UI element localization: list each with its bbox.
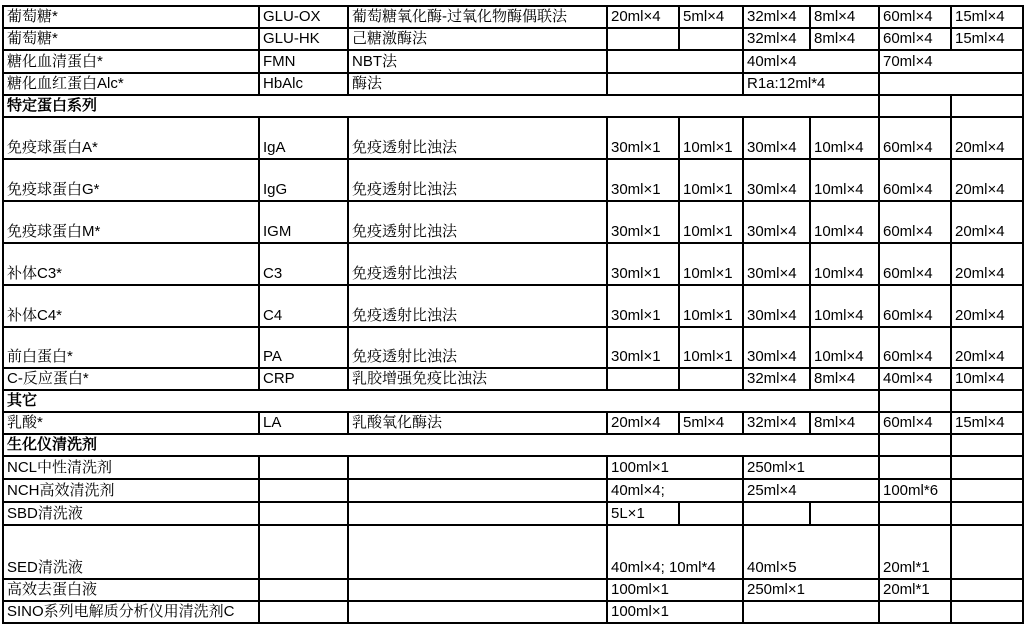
table-cell [951, 579, 1023, 601]
table-cell: 30ml×4 [743, 285, 810, 327]
table-cell: 15ml×4 [951, 6, 1023, 28]
table-cell: SED清洗液 [3, 525, 259, 579]
table-row [3, 579, 1023, 601]
table-row [3, 50, 1023, 73]
table-cell: 32ml×4 [743, 368, 810, 390]
table-cell: 葡萄糖* [3, 6, 259, 28]
table-cell: 高效去蛋白液 [3, 579, 259, 601]
table-cell: 32ml×4 [743, 28, 810, 50]
table-cell: 10ml×1 [679, 243, 743, 285]
table-cell: 8ml×4 [810, 368, 879, 390]
table-cell: HbAlc [259, 73, 348, 95]
section-row [3, 390, 1023, 412]
table-cell: GLU-HK [259, 28, 348, 50]
reagent-table [2, 5, 1024, 624]
table-row [3, 368, 1023, 390]
table-cell: 免疫球蛋白A* [3, 117, 259, 159]
table-cell: 10ml×1 [679, 117, 743, 159]
table-cell [951, 456, 1023, 479]
table-cell: 30ml×4 [743, 243, 810, 285]
table-cell: 10ml×1 [679, 327, 743, 368]
table-cell [879, 390, 951, 412]
table-cell [743, 601, 879, 623]
table-row [3, 73, 1023, 95]
table-cell: 葡萄糖氧化酶-过氧化物酶偶联法 [348, 6, 607, 28]
table-cell: 60ml×4 [879, 159, 951, 201]
table-cell: 32ml×4 [743, 412, 810, 434]
table-cell: 20ml*1 [879, 525, 951, 579]
table-cell: SINO系列电解质分析仪用清洗剂C [3, 601, 259, 623]
table-row [3, 243, 1023, 285]
table-cell: 20ml×4 [951, 285, 1023, 327]
table-cell [810, 502, 879, 525]
table-row [3, 201, 1023, 243]
table-cell: 32ml×4 [743, 6, 810, 28]
table-cell: 10ml×1 [679, 285, 743, 327]
table-cell: 30ml×1 [607, 327, 679, 368]
table-cell: 40ml×4; 10ml*4 [607, 525, 743, 579]
table-cell: 30ml×1 [607, 243, 679, 285]
table-cell: 60ml×4 [879, 327, 951, 368]
table-cell [743, 502, 810, 525]
table-cell [951, 601, 1023, 623]
table-cell: 250ml×1 [743, 456, 879, 479]
table-cell: IgG [259, 159, 348, 201]
table-cell: 40ml×5 [743, 525, 879, 579]
table-cell: 乳酸氧化酶法 [348, 412, 607, 434]
table-cell: 5ml×4 [679, 412, 743, 434]
table-cell: 250ml×1 [743, 579, 879, 601]
table-cell: R1a:12ml*4 [743, 73, 879, 95]
table-cell [607, 368, 679, 390]
table-cell: 免疫透射比浊法 [348, 327, 607, 368]
table-cell [259, 579, 348, 601]
table-cell: 70ml×4 [879, 50, 1023, 73]
table-cell [879, 502, 951, 525]
table-row [3, 28, 1023, 50]
table-row [3, 525, 1023, 579]
table-cell: 8ml×4 [810, 6, 879, 28]
table-cell: 15ml×4 [951, 412, 1023, 434]
table-cell: 8ml×4 [810, 412, 879, 434]
table-cell: 20ml×4 [951, 243, 1023, 285]
table-cell [348, 502, 607, 525]
table-cell [259, 456, 348, 479]
table-cell: 补体C3* [3, 243, 259, 285]
table-cell [879, 73, 1023, 95]
table-cell: 30ml×4 [743, 159, 810, 201]
table-cell [679, 368, 743, 390]
table-cell: 10ml×4 [810, 327, 879, 368]
section-row [3, 95, 1023, 117]
table-cell: 15ml×4 [951, 28, 1023, 50]
table-cell [879, 434, 951, 456]
table-cell: 10ml×4 [810, 117, 879, 159]
table-cell: 乳酸* [3, 412, 259, 434]
table-cell: 免疫球蛋白G* [3, 159, 259, 201]
table-cell: 60ml×4 [879, 201, 951, 243]
table-cell: GLU-OX [259, 6, 348, 28]
table-cell: 糖化血清蛋白* [3, 50, 259, 73]
table-cell: 葡萄糖* [3, 28, 259, 50]
section-row [3, 434, 1023, 456]
table-cell: 100ml*6 [879, 479, 951, 502]
table-cell [348, 579, 607, 601]
table-cell: 免疫透射比浊法 [348, 201, 607, 243]
section-header-cell: 特定蛋白系列 [3, 95, 879, 117]
table-cell [259, 502, 348, 525]
table-cell: LA [259, 412, 348, 434]
table-cell: 乳胶增强免疫比浊法 [348, 368, 607, 390]
table-cell [879, 601, 951, 623]
table-row [3, 502, 1023, 525]
table-cell [879, 456, 951, 479]
table-cell: 20ml×4 [951, 327, 1023, 368]
table-cell: 20ml×4 [607, 6, 679, 28]
table-cell: 10ml×4 [810, 285, 879, 327]
table-cell: 酶法 [348, 73, 607, 95]
table-cell [951, 525, 1023, 579]
table-row [3, 6, 1023, 28]
table-cell: 免疫球蛋白M* [3, 201, 259, 243]
table-cell: 8ml×4 [810, 28, 879, 50]
table-cell: 10ml×4 [810, 243, 879, 285]
table-cell: 免疫透射比浊法 [348, 243, 607, 285]
table-cell: 60ml×4 [879, 6, 951, 28]
table-cell: 30ml×1 [607, 159, 679, 201]
table-cell: 10ml×1 [679, 159, 743, 201]
table-cell [348, 456, 607, 479]
table-cell: 40ml×4 [743, 50, 879, 73]
table-cell: 100ml×1 [607, 601, 743, 623]
table-cell: SBD清洗液 [3, 502, 259, 525]
table-cell [951, 502, 1023, 525]
table-cell: 20ml×4 [607, 412, 679, 434]
table-cell: 30ml×1 [607, 285, 679, 327]
table-cell: CRP [259, 368, 348, 390]
table-cell: C3 [259, 243, 348, 285]
table-cell: 40ml×4; [607, 479, 743, 502]
table-cell: 60ml×4 [879, 117, 951, 159]
table-cell: 20ml×4 [951, 117, 1023, 159]
table-cell: 10ml×4 [810, 159, 879, 201]
table-cell [951, 434, 1023, 456]
table-row [3, 456, 1023, 479]
table-cell: 免疫透射比浊法 [348, 159, 607, 201]
table-cell: 100ml×1 [607, 579, 743, 601]
table-cell: FMN [259, 50, 348, 73]
table-cell [259, 601, 348, 623]
table-row [3, 285, 1023, 327]
table-cell: C4 [259, 285, 348, 327]
table-cell [679, 502, 743, 525]
table-row [3, 159, 1023, 201]
table-row [3, 479, 1023, 502]
reagent-table-body [3, 6, 1023, 623]
table-cell: 30ml×4 [743, 201, 810, 243]
table-cell: 30ml×4 [743, 327, 810, 368]
table-cell: 糖化血红蛋白Alc* [3, 73, 259, 95]
table-cell: 20ml×4 [951, 201, 1023, 243]
table-cell: IgA [259, 117, 348, 159]
section-header-cell: 生化仪清洗剂 [3, 434, 879, 456]
table-cell: 20ml*1 [879, 579, 951, 601]
table-cell: 20ml×4 [951, 159, 1023, 201]
table-cell [951, 390, 1023, 412]
table-cell: 5ml×4 [679, 6, 743, 28]
table-cell [607, 28, 679, 50]
table-cell [679, 28, 743, 50]
table-cell: 10ml×1 [679, 201, 743, 243]
table-cell [348, 525, 607, 579]
table-cell: 60ml×4 [879, 412, 951, 434]
table-cell: IGM [259, 201, 348, 243]
table-cell: NBT法 [348, 50, 607, 73]
table-row [3, 412, 1023, 434]
table-cell: 己糖激酶法 [348, 28, 607, 50]
table-cell: 30ml×1 [607, 201, 679, 243]
table-cell [259, 525, 348, 579]
table-cell: 免疫透射比浊法 [348, 117, 607, 159]
table-cell: NCH高效清洗剂 [3, 479, 259, 502]
table-cell: 60ml×4 [879, 28, 951, 50]
table-cell [607, 50, 743, 73]
table-cell: C-反应蛋白* [3, 368, 259, 390]
table-cell: NCL中性清洗剂 [3, 456, 259, 479]
table-cell: 免疫透射比浊法 [348, 285, 607, 327]
table-cell [348, 479, 607, 502]
table-cell: 25ml×4 [743, 479, 879, 502]
table-cell [348, 601, 607, 623]
table-cell: 40ml×4 [879, 368, 951, 390]
table-row [3, 601, 1023, 623]
table-cell: 10ml×4 [810, 201, 879, 243]
table-row [3, 117, 1023, 159]
table-cell: 补体C4* [3, 285, 259, 327]
table-cell: 60ml×4 [879, 243, 951, 285]
table-cell: 30ml×1 [607, 117, 679, 159]
table-cell: 10ml×4 [951, 368, 1023, 390]
table-cell [607, 73, 743, 95]
table-cell [951, 95, 1023, 117]
table-cell [259, 479, 348, 502]
table-cell [951, 479, 1023, 502]
table-cell: 100ml×1 [607, 456, 743, 479]
table-row [3, 327, 1023, 368]
table-cell: 前白蛋白* [3, 327, 259, 368]
table-cell: PA [259, 327, 348, 368]
table-cell: 60ml×4 [879, 285, 951, 327]
table-cell [879, 95, 951, 117]
table-cell: 30ml×4 [743, 117, 810, 159]
table-cell: 5L×1 [607, 502, 679, 525]
section-header-cell: 其它 [3, 390, 879, 412]
